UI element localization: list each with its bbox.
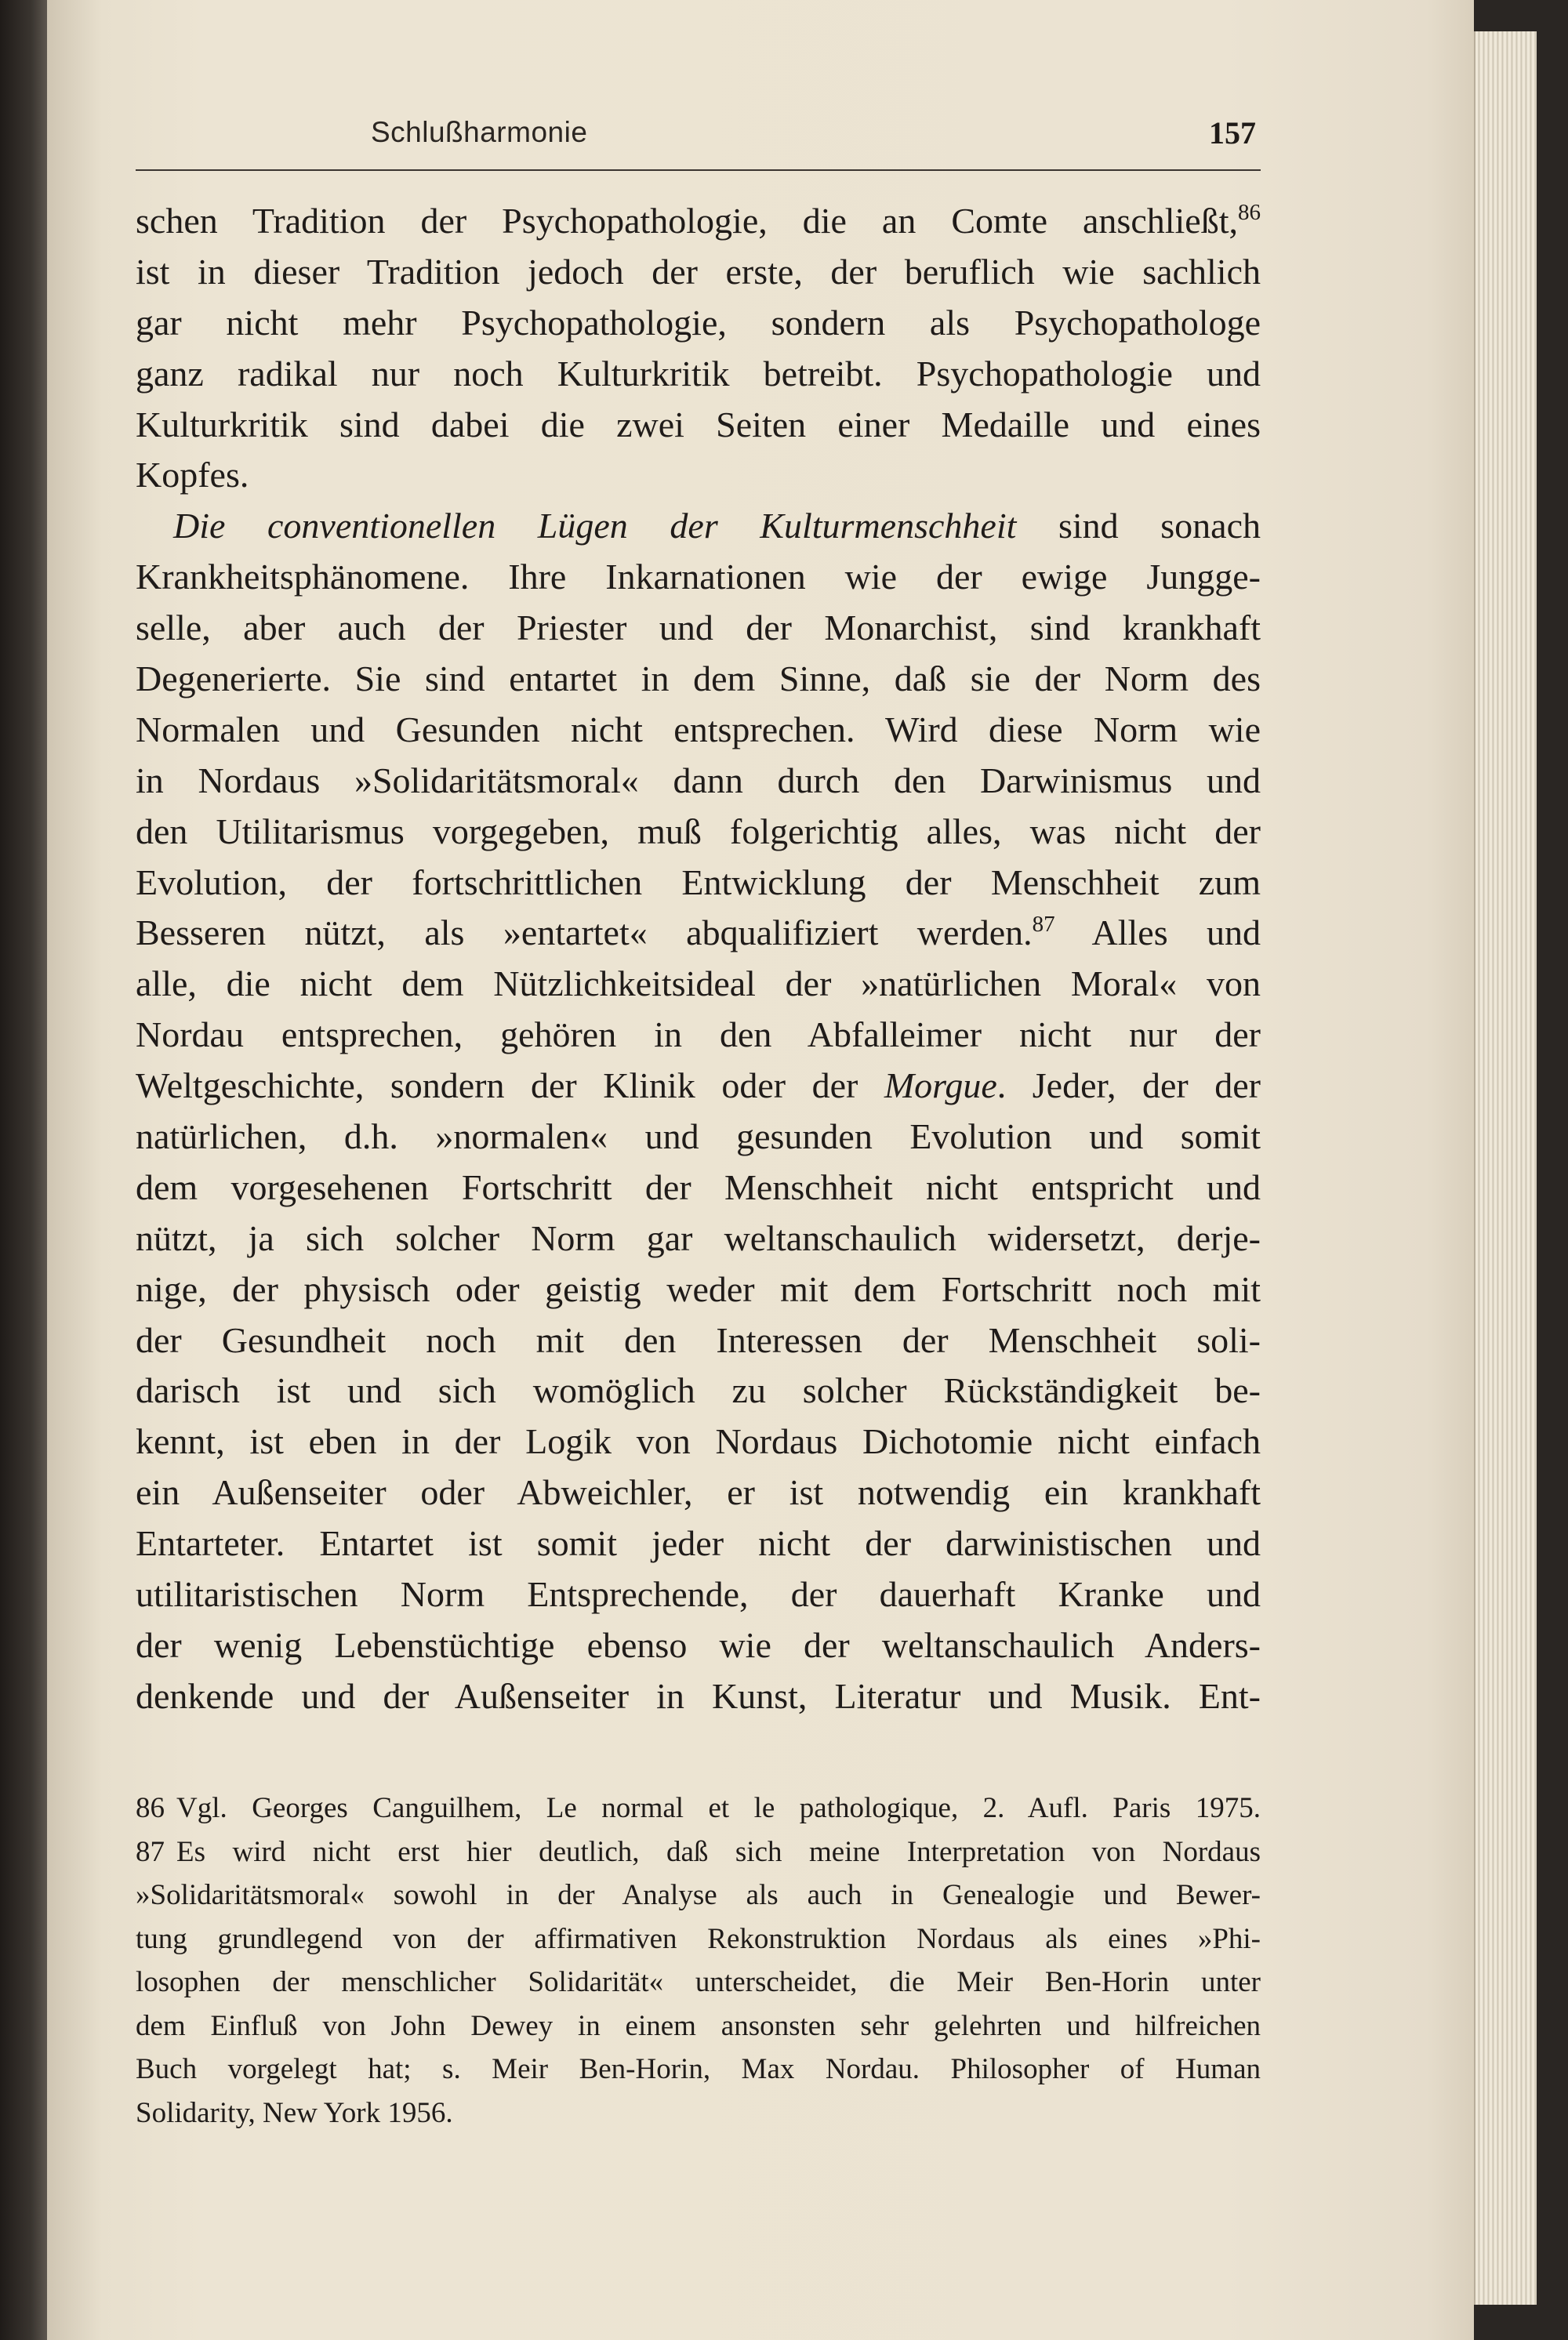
footnote-number: 87 [136,1835,165,1868]
text-line: ganz radikal nur noch Kulturkritik betreibt. Psychopathologie und [136,353,1261,394]
text-line: alle, die nicht dem Nützlichkeitsideal der »natürlichen Moral« von [136,963,1261,1004]
body-text [136,196,1261,1722]
page-number: 157 [1209,115,1256,151]
text-line: dem vorgesehenen Fortschritt der Menschheit nicht entspricht und [136,1166,1261,1207]
text-line: Degenerierte. Sie sind entartet in dem Sinne, daß sie der Norm des [136,658,1261,699]
text-line: Krankheitsphänomene. Ihre Inkarnationen wie der ewige Jungge- [136,557,1261,597]
italic-title: Die conventionellen Lügen der Kulturmenschheit [173,506,1017,546]
footnotes [136,1787,1261,2135]
text-line: Normalen und Gesunden nicht entsprechen. Wird diese Norm wie [136,709,1261,749]
text-line: Besseren nützt, als »entartet« abqualifiziert werden.$^{87}$ Alles und [136,912,1261,953]
text-line: nützt, ja sich solcher Norm gar weltanschaulich widersetzt, derje- [136,1217,1261,1258]
footnote-ref-86: 86 [1238,200,1261,225]
footnote-ref-87: 87 [1032,912,1055,938]
text-line: Kulturkritik sind dabei die zwei Seiten einer Medaille und eines [136,404,1261,444]
text-line: Weltgeschichte, sondern der Klinik oder der Morgue. Jeder, der der [136,1065,1261,1106]
text-line: Nordau entsprechen, gehören in den Abfalleimer nicht nur der [136,1014,1261,1055]
footnote-line: dem Einfluß von John Dewey in einem ansonsten sehr gelehrten und hilfreichen [136,2009,1261,2042]
page-edges [1474,31,1538,2305]
text-line: Evolution, der fortschrittlichen Entwicklung der Menschheit zum [136,862,1261,902]
footnote-87: 87 Es wird nicht erst hier deutlich, daß sich meine Interpretation von Nordaus [136,1830,1261,1874]
footnote-line: tung grundlegend von der affirmativen Rekonstruktion Nordaus als eines »Phi- [136,1922,1261,1955]
running-title: Schlußharmonie [371,116,588,148]
text-line: Die conventionellen Lügen der Kulturmenschheit sind sonach [173,506,1261,546]
text-line: natürlichen, d.h. »normalen« und gesunden Evolution und somit [136,1116,1261,1157]
text-line: der wenig Lebenstüchtige ebenso wie der weltanschaulich Anders- [136,1624,1261,1665]
footnote-line: Buch vorgelegt hat; s. Meir Ben-Horin, Max Nordau. Philosopher of Human [136,2053,1261,2085]
background-edge [1537,0,1568,2340]
text-line: utilitaristischen Norm Entsprechende, der dauerhaft Kranke und [136,1574,1261,1615]
footnote-number: 86 [136,1792,165,1824]
text-line: Entarteter. Entartet ist somit jeder nicht der darwinistischen und [136,1523,1261,1564]
text-line: den Utilitarismus vorgegeben, muß folgerichtig alles, was nicht der [136,811,1261,851]
footnote-line: »Solidaritätsmoral« sowohl in der Analyse als auch in Genealogie und Bewer- [136,1879,1261,1911]
footnote-line: Solidarity, New York 1956. [136,2096,453,2129]
text-line: gar nicht mehr Psychopathologie, sondern als Psychopathologe [136,302,1261,343]
text-line: ist in dieser Tradition jedoch der erste, der beruflich wie sachlich [136,251,1261,292]
footnote-line: losophen der menschlicher Solidarität« unterscheidet, die Meir Ben-Horin unter [136,1966,1261,1998]
footnote-86: 86 Vgl. Georges Canguilhem, Le normal et le pathologique, 2. Aufl. Paris 1975. [136,1787,1261,1830]
text-line: der Gesundheit noch mit den Interessen der Menschheit soli- [136,1319,1261,1360]
text-line: kennt, ist eben in der Logik von Nordaus Dichotomie nicht einfach [136,1421,1261,1462]
text-line: in Nordaus »Solidaritätsmoral« dann durch den Darwinismus und [136,760,1261,800]
text-line: selle, aber auch der Priester und der Monarchist, sind krankhaft [136,608,1261,648]
text-line: schen Tradition der Psychopathologie, die an Comte anschließt,$^{86}$ [136,200,1261,241]
text-line: nige, der physisch oder geistig weder mit dem Fortschritt noch mit [136,1268,1261,1309]
italic-morgue: Morgue [884,1065,997,1106]
text-line: darisch ist und sich womöglich zu solcher Rückständigkeit be- [136,1370,1261,1411]
text-line: denkende und der Außenseiter in Kunst, Literatur und Musik. Ent- [136,1675,1261,1716]
text-line: ein Außenseiter oder Abweichler, er ist notwendig ein krankhaft [136,1472,1261,1513]
text-line: Kopfes. [136,455,249,495]
running-head [136,110,1261,171]
